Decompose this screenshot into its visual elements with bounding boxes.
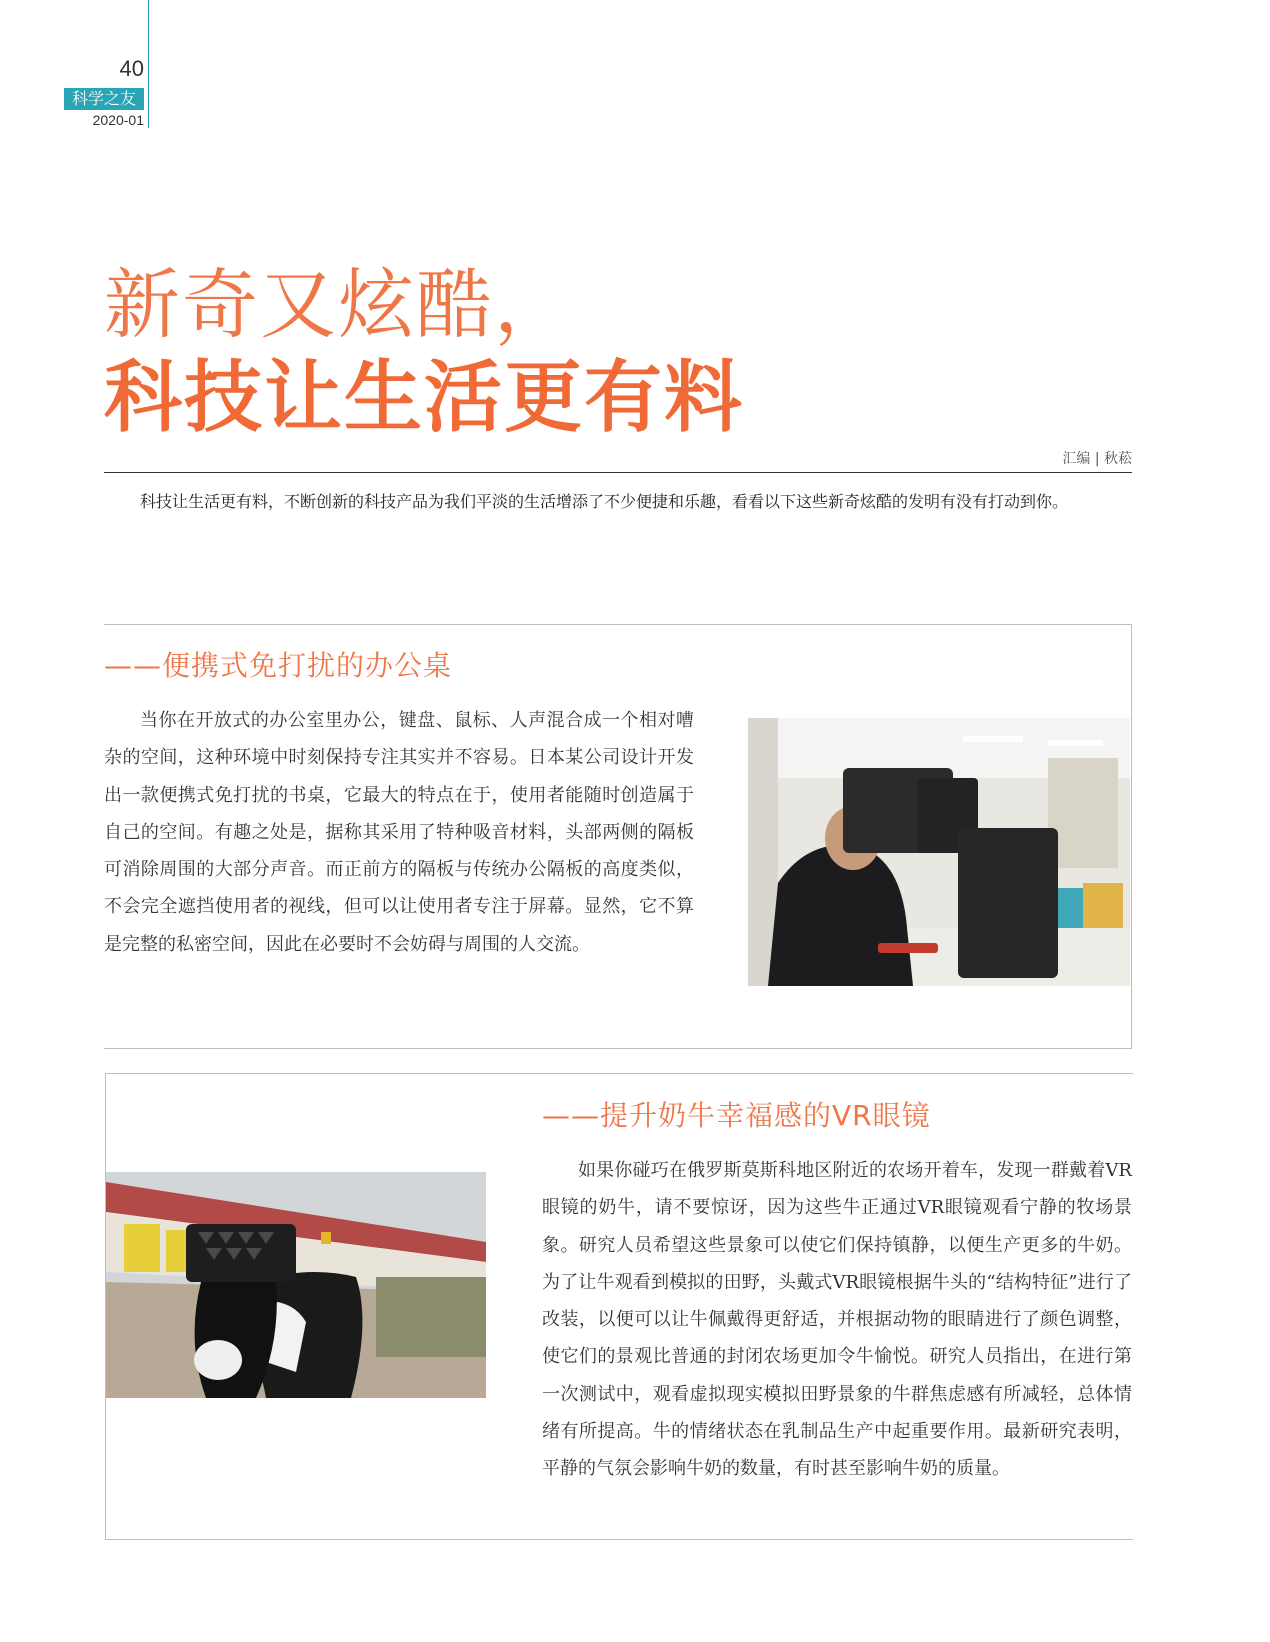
photo-privacy-desk — [748, 718, 1130, 986]
article-credit: 汇编 | 秋菘 — [1062, 451, 1132, 467]
section-body-vr: 如果你碰巧在俄罗斯莫斯科地区附近的农场开着车，发现一群戴着VR眼镜的奶牛，请不要惊讶，因为这些牛正通过VR眼镜观看宁静的牧场景象。研究人员希望这些景象可以使它们保持镇静，以便生产更多的牛奶。为了让牛观看到模拟的田野，头戴式VR眼镜根据牛头的“结构特征”进行了改装，以便可以让牛佩戴得更舒适，并根据动物的眼睛进行了颜色调整，使它们的景观比普通的封闭农场更加令牛愉悦。研究人员指出，在进行第一次测试中，观看虚拟现实模拟田野景象的牛群焦虑感有所减轻，总体情绪有所提高。牛的情绪状态在乳制品生产中起重要作用。最新研究表明，平静的气氛会影响牛奶的数量，有时甚至影响牛奶的质量。 — [542, 1160, 1132, 1480]
section-heading-vr: ——提升奶牛幸福感的VR眼镜 — [542, 1099, 931, 1132]
header-divider-line — [148, 0, 149, 128]
section-body-desk: 当你在开放式的办公室里办公，键盘、鼠标、人声混合成一个相对嘈杂的空间，这种环境中时刻保持专注其实并不容易。日本某公司设计开发出一款便携式免打扰的书桌，它最大的特点在于，使用者能随时创造属于自己的空间。有趣之处是，据称其采用了特种吸音材料，头部两侧的隔板可消除周围的大部分声音。而正前方的隔板与传统办公隔板的高度类似，不会完全遮挡使用者的视线，但可以让使用者专注于屏幕。显然，它不算是完整的私密空间，因此在必要时不会妨碍与周围的人交流。 — [104, 710, 694, 955]
photo-cow-vr-headset — [106, 1172, 486, 1398]
issue-date: 2020-01 — [92, 112, 144, 128]
section-heading-desk: ——便携式免打扰的办公桌 — [104, 649, 453, 682]
page-number: 40 — [119, 56, 144, 81]
article-title-line2: 科技让生活更有料 — [104, 353, 745, 443]
article-intro: 科技让生活更有料，不断创新的科技产品为我们平淡的生活增添了不少便捷和乐趣，看看以下这些新奇炫酷的发明有没有打动到你。 — [140, 492, 1069, 511]
title-rule — [104, 472, 1132, 473]
magazine-name: 科学之友 — [64, 88, 144, 110]
article-title-line1: 新奇又炫酷， — [104, 260, 572, 349]
